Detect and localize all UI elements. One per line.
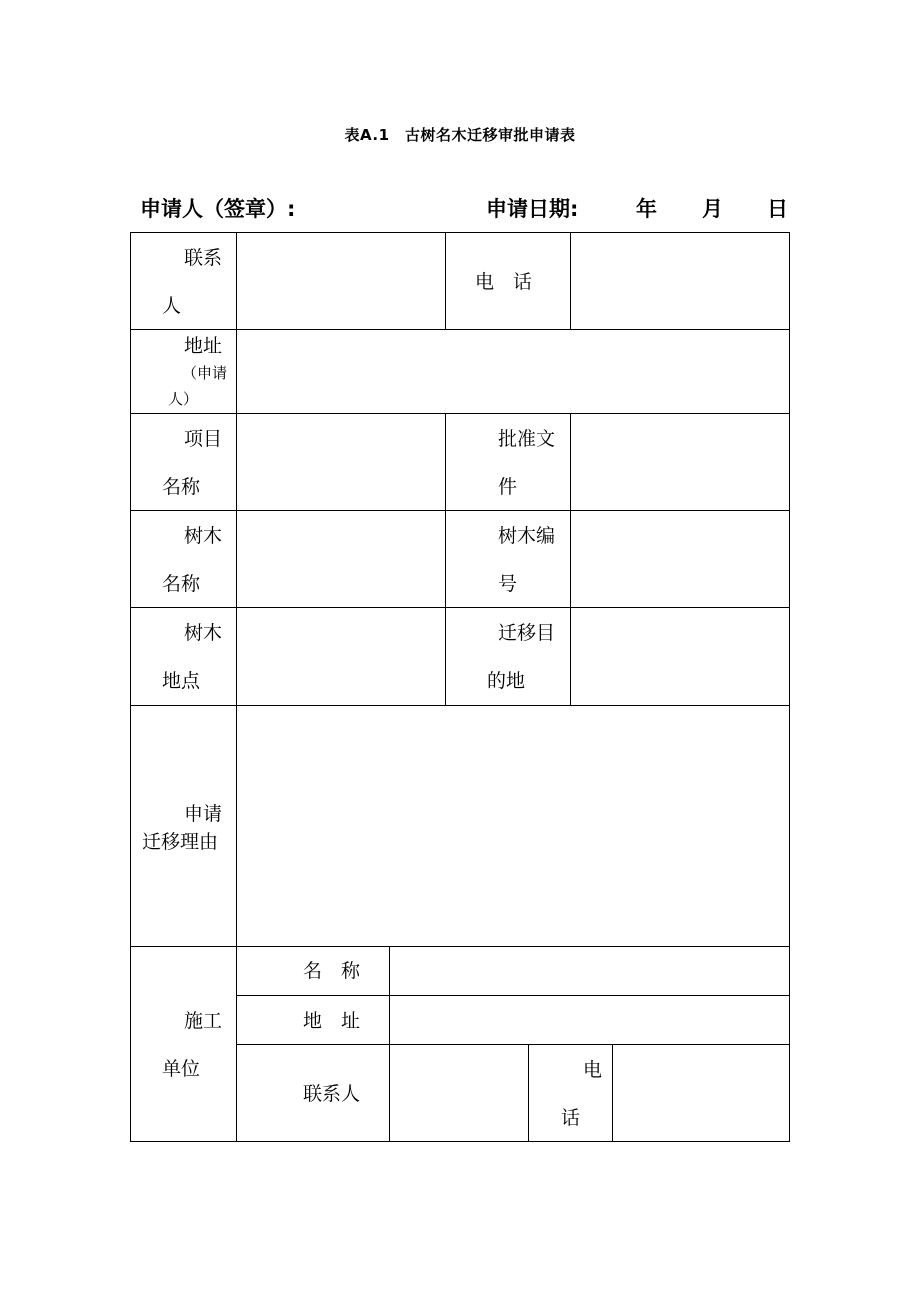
month-label: 月 <box>702 197 723 221</box>
table-rule <box>445 413 446 705</box>
page-title: 表A.1 古树名木迁移审批申请表 <box>344 126 576 144</box>
table-rule <box>130 329 790 330</box>
day-label: 日 <box>767 197 788 221</box>
construction-unit-label: 施工 单位 <box>162 1010 223 1080</box>
table-rule <box>612 1044 613 1142</box>
contact-person-label: 联系 人 <box>162 247 223 317</box>
table-rule <box>236 232 237 1142</box>
table-rule <box>570 232 571 329</box>
destination-label: 迁移目 的地 <box>487 622 556 692</box>
table-rule <box>130 705 790 706</box>
year-label: 年 <box>636 197 657 221</box>
tree-name-label: 树木 名称 <box>162 525 223 595</box>
application-date-label: 申请日期: <box>486 197 579 221</box>
approval-document-label: 批准文 件 <box>498 428 556 498</box>
table-border-top <box>130 232 790 233</box>
table-rule <box>130 607 790 608</box>
relocation-reason-label: 申请 迁移理由 <box>142 803 223 853</box>
table-rule <box>130 413 790 414</box>
table-rule <box>236 995 790 996</box>
table-rule <box>389 946 390 1142</box>
applicant-address-label: 地址 （申请 人） <box>168 335 228 408</box>
phone-label: 电 话 <box>475 271 533 293</box>
table-border-right <box>789 232 790 1142</box>
table-rule <box>130 510 790 511</box>
tree-number-label: 树木编 号 <box>498 525 556 595</box>
applicant-signature-label: 申请人（签章）: <box>140 197 296 221</box>
table-border-bottom <box>130 1141 790 1142</box>
project-name-label: 项目 名称 <box>162 428 223 498</box>
table-rule <box>528 1044 529 1142</box>
table-rule <box>130 946 790 947</box>
construction-contact-label: 联系人 <box>303 1083 361 1105</box>
table-rule <box>570 413 571 705</box>
construction-address-label: 地 址 <box>303 1010 361 1032</box>
construction-phone-label: 电 话 <box>561 1059 603 1129</box>
construction-name-label: 名 称 <box>303 960 361 982</box>
table-border-left <box>130 232 131 1142</box>
tree-location-label: 树木 地点 <box>162 622 223 692</box>
table-rule <box>445 232 446 329</box>
